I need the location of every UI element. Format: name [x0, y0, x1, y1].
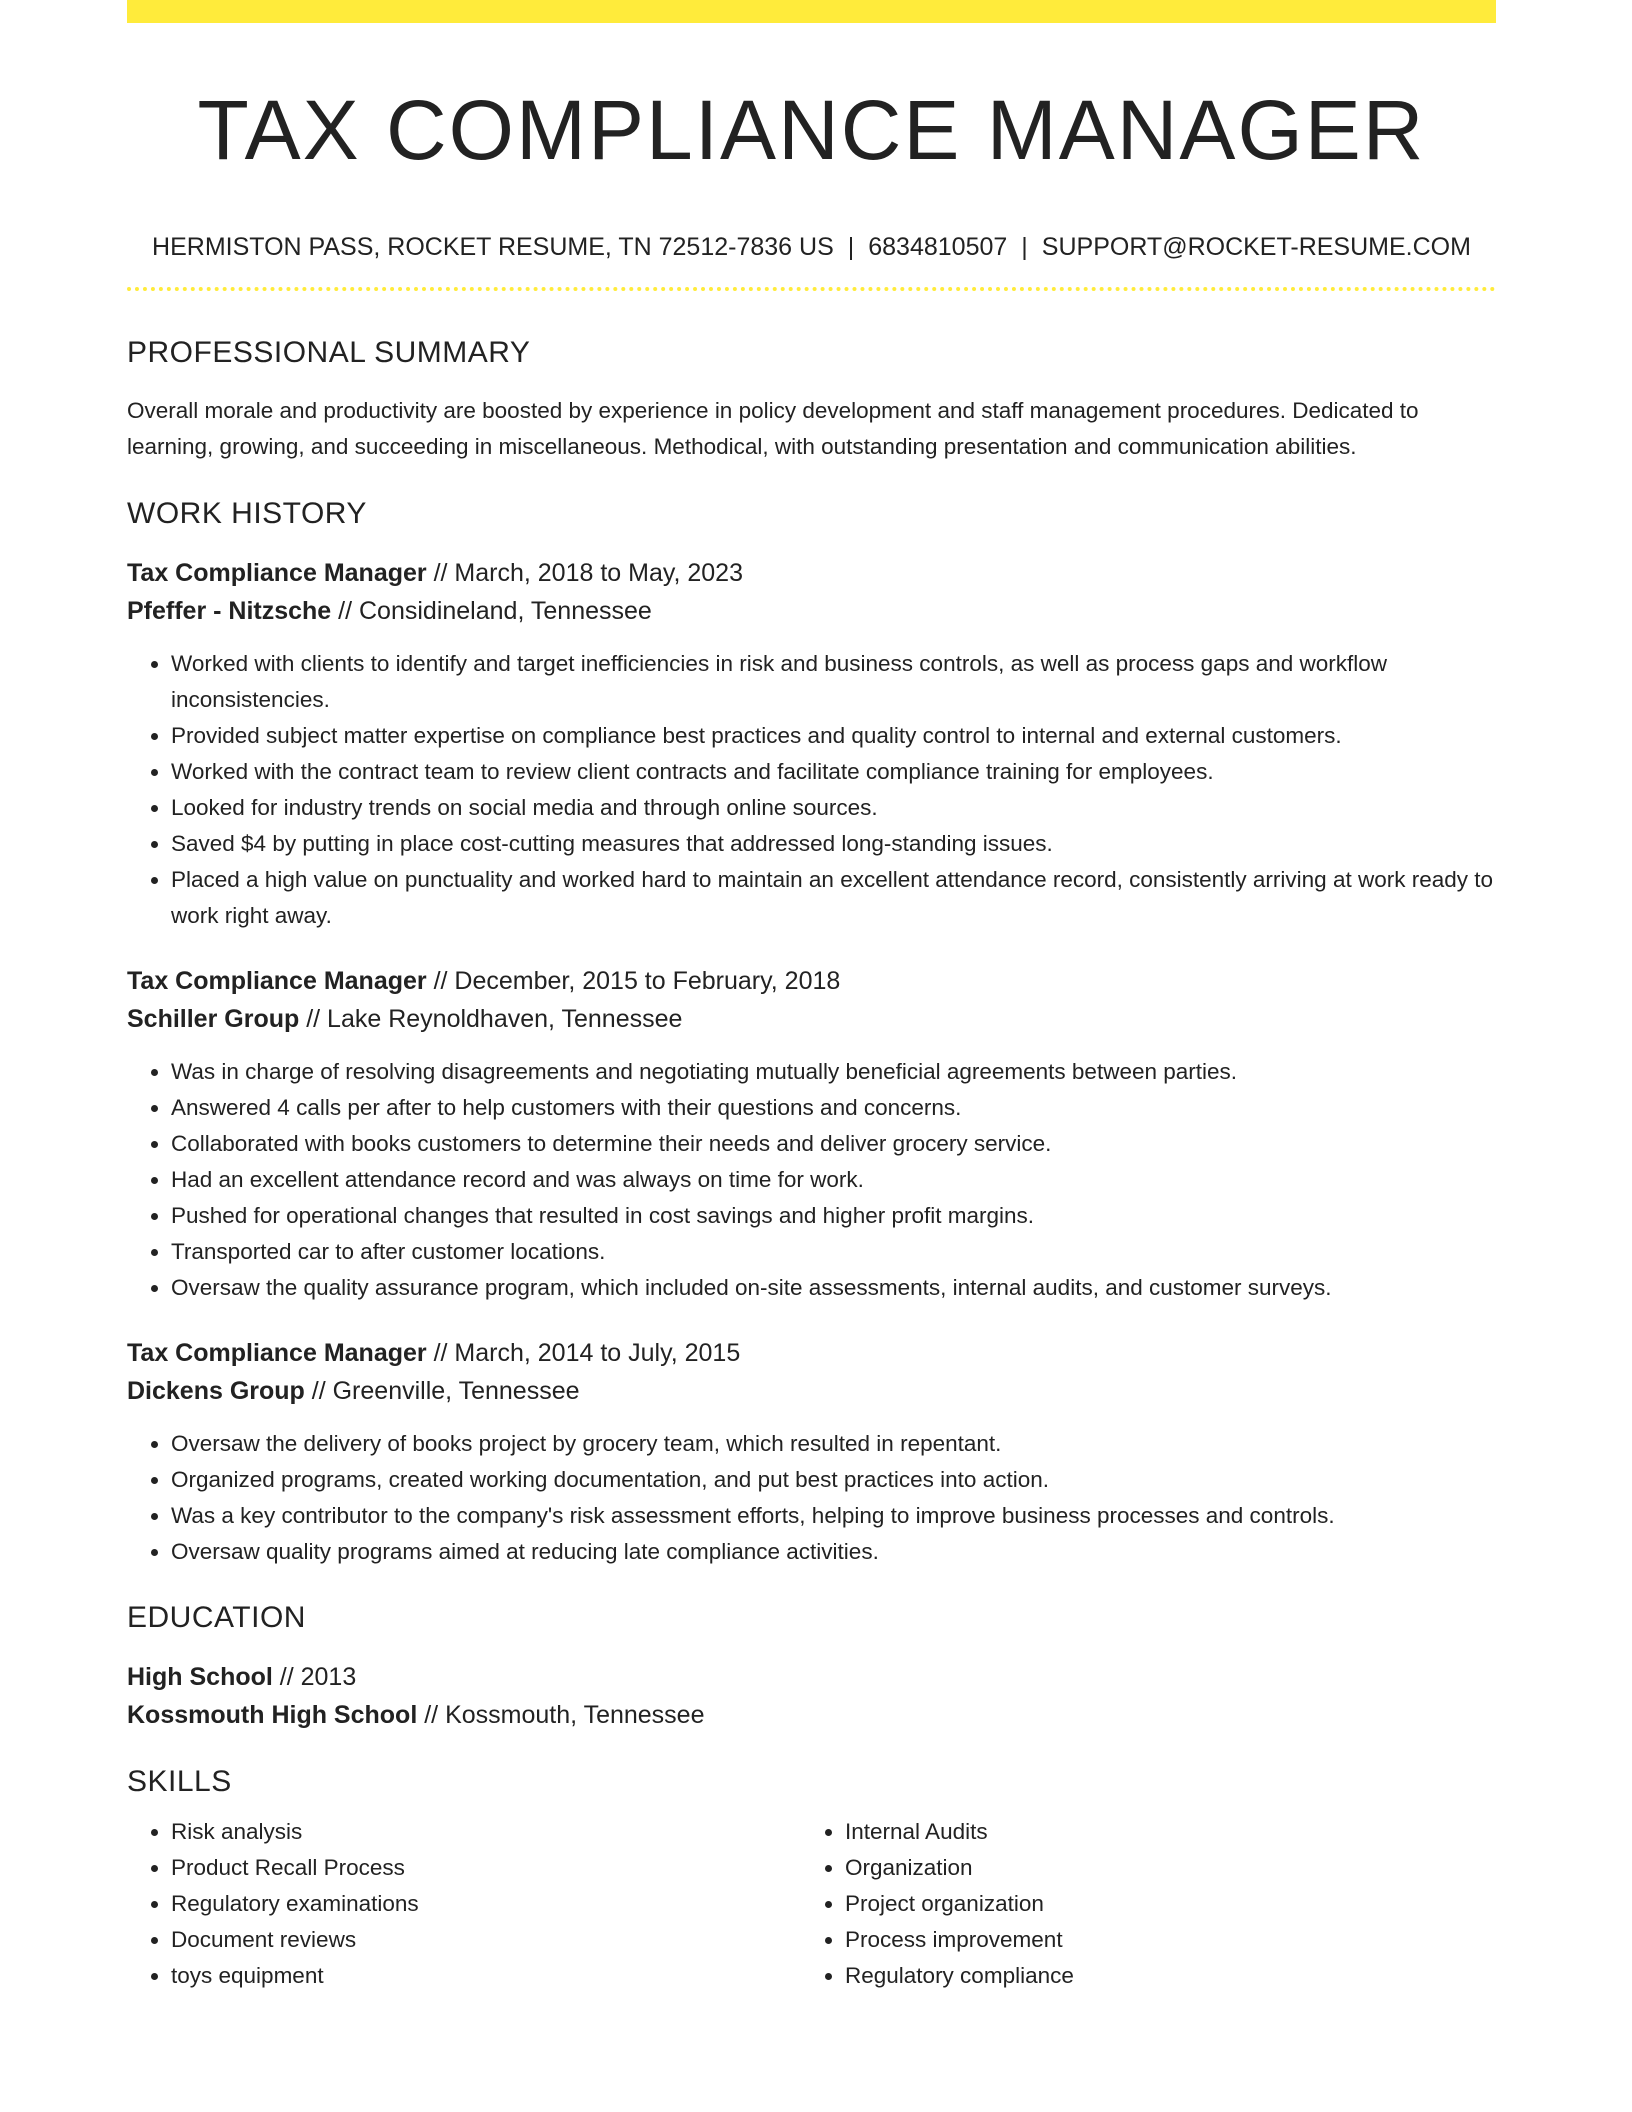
list-item: • Placed a high value on punctuality and worked hard to maintain an excellent attendance record, consistently arriving at work ready to work right away. — [171, 862, 1496, 934]
contact-line — [127, 232, 1496, 262]
job-company: Pfeffer - Nitzsche — [127, 597, 332, 625]
job-duties-list — [127, 1054, 1496, 1306]
list-item: • toys equipment — [171, 1958, 801, 1994]
education-heading: EDUCATION — [127, 1601, 306, 1634]
list-item: • Internal Audits — [845, 1814, 1475, 1850]
job-duties-list — [127, 1426, 1496, 1570]
list-item: • Oversaw the delivery of books project by grocery team, which resulted in repentant. — [171, 1426, 1496, 1462]
job-title-line — [127, 1334, 1496, 1372]
job-dates: // March, 2018 to May, 2023 — [426, 559, 743, 587]
education-degree: High School — [127, 1663, 273, 1691]
contact-separator: | — [1021, 233, 1028, 261]
contact-separator: | — [847, 233, 855, 261]
job-company-line — [127, 1000, 1496, 1038]
job-company: Schiller Group — [127, 1005, 300, 1033]
list-item: • Risk analysis — [171, 1814, 801, 1850]
skills-grid — [127, 1814, 1496, 1994]
resume-content — [127, 0, 1496, 1994]
list-item: • Provided subject matter expertise on compliance best practices and quality control to internal and external customers. — [171, 718, 1496, 754]
list-item: • Document reviews — [171, 1922, 801, 1958]
list-item: • Looked for industry trends on social media and through online sources. — [171, 790, 1496, 826]
summary-heading: PROFESSIONAL SUMMARY — [127, 336, 531, 369]
education-location: // Kossmouth, Tennessee — [417, 1701, 705, 1729]
job-duties-list — [127, 646, 1496, 934]
list-item: • Worked with clients to identify and target inefficiencies in risk and business controls, as well as process gaps and workflow inconsistencies. — [171, 646, 1496, 718]
summary-text: Overall morale and productivity are boosted by experience in policy development and staff management procedures. Dedicated to learning, growing, and succeeding in miscellaneous. Methodical, with outstanding presentation and communication abilities. — [127, 398, 1419, 459]
education-year: // 2013 — [272, 1663, 357, 1691]
resume-title: TAX COMPLIANCE MANAGER — [197, 83, 1426, 177]
job-location: // Lake Reynoldhaven, Tennessee — [299, 1005, 683, 1033]
job-dates: // December, 2015 to February, 2018 — [426, 967, 841, 995]
education-entry — [127, 1658, 1496, 1734]
list-item: • Pushed for operational changes that resulted in cost savings and higher profit margins. — [171, 1198, 1496, 1234]
job-title: Tax Compliance Manager — [127, 1339, 427, 1367]
job-location: // Greenville, Tennessee — [304, 1377, 580, 1405]
job-title-line — [127, 962, 1496, 1000]
list-item: • Oversaw quality programs aimed at reducing late compliance activities. — [171, 1534, 1496, 1570]
job-company-line — [127, 1372, 1496, 1410]
skills-column-left — [127, 1814, 801, 1994]
dotted-divider — [127, 287, 1496, 291]
list-item: • Was in charge of resolving disagreements and negotiating mutually beneficial agreements between parties. — [171, 1054, 1496, 1090]
job-title: Tax Compliance Manager — [127, 559, 427, 587]
job-title: Tax Compliance Manager — [127, 967, 427, 995]
work-history-heading: WORK HISTORY — [127, 497, 367, 530]
list-item: • Oversaw the quality assurance program, which included on-site assessments, internal audits, and customer surveys. — [171, 1270, 1496, 1306]
education-degree-line — [127, 1658, 1496, 1696]
list-item: • Process improvement — [845, 1922, 1475, 1958]
job-location: // Considineland, Tennessee — [331, 597, 652, 625]
list-item: • Saved $4 by putting in place cost-cutting measures that addressed long-standing issues. — [171, 826, 1496, 862]
contact-address: HERMISTON PASS, ROCKET RESUME, TN 72512-7836 US — [152, 233, 834, 261]
job-entry — [127, 554, 1496, 934]
job-company: Dickens Group — [127, 1377, 305, 1405]
list-item: • Regulatory compliance — [845, 1958, 1475, 1994]
skills-heading: SKILLS — [127, 1765, 232, 1798]
education-school: Kossmouth High School — [127, 1701, 418, 1729]
list-item: • Product Recall Process — [171, 1850, 801, 1886]
skills-column-right — [801, 1814, 1475, 1994]
list-item: • Had an excellent attendance record and was always on time for work. — [171, 1162, 1496, 1198]
list-item: • Answered 4 calls per after to help customers with their questions and concerns. — [171, 1090, 1496, 1126]
education-school-line — [127, 1696, 1496, 1734]
list-item: • Project organization — [845, 1886, 1475, 1922]
job-title-line — [127, 554, 1496, 592]
job-entry — [127, 962, 1496, 1306]
job-company-line — [127, 592, 1496, 630]
job-dates: // March, 2014 to July, 2015 — [426, 1339, 741, 1367]
list-item: • Transported car to after customer locations. — [171, 1234, 1496, 1270]
contact-email: SUPPORT@ROCKET-RESUME.COM — [1041, 233, 1471, 261]
list-item: • Organization — [845, 1850, 1475, 1886]
list-item: • Regulatory examinations — [171, 1886, 801, 1922]
list-item: • Organized programs, created working documentation, and put best practices into action. — [171, 1462, 1496, 1498]
contact-phone: 6834810507 — [868, 233, 1008, 261]
job-entry — [127, 1334, 1496, 1570]
list-item: • Collaborated with books customers to determine their needs and deliver grocery service. — [171, 1126, 1496, 1162]
list-item: • Worked with the contract team to review client contracts and facilitate compliance training for employees. — [171, 754, 1496, 790]
list-item: • Was a key contributor to the company's risk assessment efforts, helping to improve business processes and controls. — [171, 1498, 1496, 1534]
